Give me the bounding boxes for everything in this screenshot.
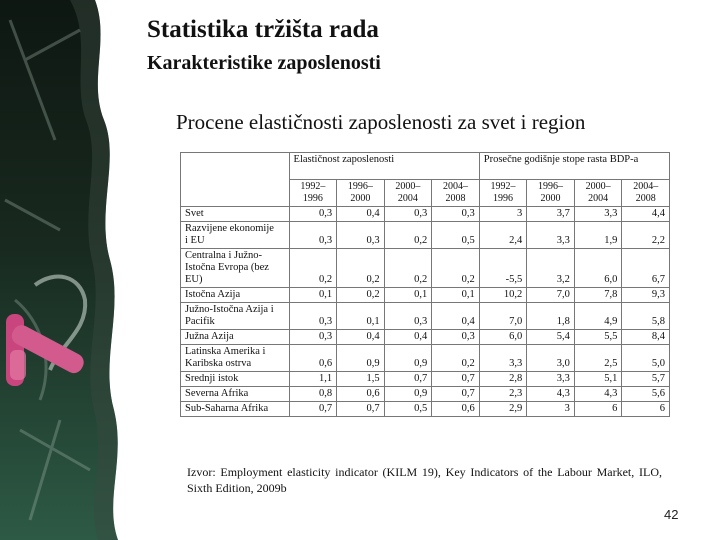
table-cell: 2,3 bbox=[479, 387, 527, 402]
region-label-line: Pacifik bbox=[185, 316, 215, 327]
table-cell: 1,5 bbox=[337, 372, 385, 387]
table-cell: 7,0 bbox=[527, 288, 575, 303]
table-cell: 2,4 bbox=[479, 222, 527, 249]
table-cell: 0,3 bbox=[289, 222, 337, 249]
table-cell: -5,5 bbox=[479, 249, 527, 288]
table-cell: 6,0 bbox=[574, 249, 622, 288]
region-label-line: Latinska Amerika i bbox=[185, 346, 266, 357]
table-group-header: Elastičnost zaposlenosti bbox=[289, 153, 479, 180]
region-label-line: Razvijene ekonomije bbox=[185, 223, 274, 234]
table-period-header bbox=[289, 180, 337, 207]
table-cell: 3,3 bbox=[479, 345, 527, 372]
region-label-line: Severna Afrika bbox=[185, 388, 249, 399]
table-cell: 0,6 bbox=[289, 345, 337, 372]
page-number: 42 bbox=[664, 507, 679, 522]
period-end: 2000 bbox=[540, 193, 561, 204]
table-cell: 5,6 bbox=[622, 387, 670, 402]
period-start: 1996– bbox=[347, 181, 373, 192]
table-cell: 0,9 bbox=[384, 345, 432, 372]
period-end: 1996 bbox=[302, 193, 323, 204]
table-cell: 2,5 bbox=[574, 345, 622, 372]
table-cell: 8,4 bbox=[622, 330, 670, 345]
region-label-line: Južno-Istočna Azija i bbox=[185, 304, 274, 315]
table-cell: 0,9 bbox=[337, 345, 385, 372]
elasticity-table bbox=[180, 152, 670, 417]
table-cell: 0,6 bbox=[432, 402, 480, 417]
table-period-header bbox=[479, 180, 527, 207]
table-row bbox=[181, 288, 670, 303]
table-cell: 7,0 bbox=[479, 303, 527, 330]
table-cell: 2,2 bbox=[622, 222, 670, 249]
table-cell: 0,1 bbox=[289, 288, 337, 303]
table-cell: 0,2 bbox=[384, 249, 432, 288]
region-label bbox=[181, 345, 290, 372]
table-cell: 0,4 bbox=[384, 330, 432, 345]
region-label-line: Sub-Saharna Afrika bbox=[185, 403, 269, 414]
region-label bbox=[181, 372, 290, 387]
region-label-line: Karibska ostrva bbox=[185, 358, 252, 369]
table-cell: 6,7 bbox=[622, 249, 670, 288]
region-label-line: i EU bbox=[185, 235, 205, 246]
table-cell: 4,4 bbox=[622, 207, 670, 222]
table-period-header bbox=[622, 180, 670, 207]
table-row bbox=[181, 330, 670, 345]
table-cell: 0,2 bbox=[337, 249, 385, 288]
table-cell: 2,8 bbox=[479, 372, 527, 387]
table-cell: 2,9 bbox=[479, 402, 527, 417]
table-period-header bbox=[337, 180, 385, 207]
table-cell: 0,8 bbox=[289, 387, 337, 402]
table-row bbox=[181, 387, 670, 402]
table-cell: 0,3 bbox=[289, 330, 337, 345]
table-cell: 5,7 bbox=[622, 372, 670, 387]
period-start: 2004– bbox=[633, 181, 659, 192]
slide-subtitle: Karakteristike zaposlenosti bbox=[147, 52, 381, 74]
table-cell: 0,5 bbox=[384, 402, 432, 417]
table-group-header-row bbox=[181, 153, 670, 180]
table-cell: 0,2 bbox=[337, 288, 385, 303]
region-label bbox=[181, 303, 290, 330]
table-period-header bbox=[527, 180, 575, 207]
table-cell: 0,7 bbox=[289, 402, 337, 417]
table-cell: 0,3 bbox=[432, 207, 480, 222]
table-cell: 5,8 bbox=[622, 303, 670, 330]
table-cell: 0,1 bbox=[432, 288, 480, 303]
region-label bbox=[181, 288, 290, 303]
period-end: 2008 bbox=[635, 193, 656, 204]
table-cell: 0,2 bbox=[384, 222, 432, 249]
table-period-header bbox=[384, 180, 432, 207]
table-cell: 0,7 bbox=[432, 387, 480, 402]
table-cell: 0,2 bbox=[289, 249, 337, 288]
table-cell: 5,4 bbox=[527, 330, 575, 345]
period-start: 1996– bbox=[538, 181, 564, 192]
table-cell: 3,2 bbox=[527, 249, 575, 288]
section-heading: Procene elastičnosti zaposlenosti za svet i region bbox=[176, 110, 586, 134]
table-cell: 0,4 bbox=[337, 330, 385, 345]
period-end: 1996 bbox=[493, 193, 513, 204]
table-cell: 6,0 bbox=[479, 330, 527, 345]
period-end: 2000 bbox=[350, 193, 371, 204]
region-label-line: Srednji istok bbox=[185, 373, 239, 384]
table-cell: 0,9 bbox=[384, 387, 432, 402]
table-cell: 0,4 bbox=[337, 207, 385, 222]
table-cell: 3,3 bbox=[527, 222, 575, 249]
table-cell: 4,3 bbox=[574, 387, 622, 402]
period-end: 2008 bbox=[445, 193, 466, 204]
table-cell: 1,8 bbox=[527, 303, 575, 330]
region-label-line: Južna Azija bbox=[185, 331, 234, 342]
slide-title: Statistika tržišta rada bbox=[147, 16, 379, 43]
table-cell: 3,3 bbox=[527, 372, 575, 387]
region-label-line: Istočna Evropa (bez bbox=[185, 262, 269, 273]
table-cell: 4,3 bbox=[527, 387, 575, 402]
region-label bbox=[181, 402, 290, 417]
chalkboard-decoration bbox=[0, 0, 130, 540]
table-cell: 0,1 bbox=[337, 303, 385, 330]
table-cell: 7,8 bbox=[574, 288, 622, 303]
period-start: 2004– bbox=[442, 181, 468, 192]
table-cell: 0,3 bbox=[337, 222, 385, 249]
table-cell: 9,3 bbox=[622, 288, 670, 303]
table-cell: 4,9 bbox=[574, 303, 622, 330]
period-start: 2000– bbox=[585, 181, 611, 192]
table-row bbox=[181, 303, 670, 330]
region-label bbox=[181, 330, 290, 345]
period-end: 2004 bbox=[397, 193, 418, 204]
table-cell: 0,2 bbox=[432, 345, 480, 372]
table-cell: 3 bbox=[479, 207, 527, 222]
table-cell: 3 bbox=[527, 402, 575, 417]
table-row bbox=[181, 249, 670, 288]
table-cell: 0,7 bbox=[337, 402, 385, 417]
table-row bbox=[181, 372, 670, 387]
region-label bbox=[181, 207, 290, 222]
table-cell: 0,2 bbox=[432, 249, 480, 288]
period-start: 2000– bbox=[395, 181, 421, 192]
table-cell: 10,2 bbox=[479, 288, 527, 303]
table-cell: 0,3 bbox=[432, 330, 480, 345]
period-start: 1992– bbox=[490, 181, 516, 192]
table-cell: 0,3 bbox=[289, 207, 337, 222]
table-cell: 0,7 bbox=[432, 372, 480, 387]
region-label-line: EU) bbox=[185, 274, 203, 285]
table-cell: 0,3 bbox=[384, 303, 432, 330]
table-cell: 1,1 bbox=[289, 372, 337, 387]
table-corner-cell bbox=[181, 153, 290, 207]
table-group-header: Prosečne godišnje stope rasta BDP-a bbox=[479, 153, 669, 180]
region-label bbox=[181, 249, 290, 288]
region-label bbox=[181, 387, 290, 402]
region-label-line: Svet bbox=[185, 208, 204, 219]
table-cell: 5,1 bbox=[574, 372, 622, 387]
table-period-header bbox=[432, 180, 480, 207]
table-cell: 0,1 bbox=[384, 288, 432, 303]
table-cell: 0,4 bbox=[432, 303, 480, 330]
table-cell: 0,3 bbox=[289, 303, 337, 330]
period-end: 2004 bbox=[588, 193, 609, 204]
table-cell: 3,0 bbox=[527, 345, 575, 372]
table-cell: 6 bbox=[622, 402, 670, 417]
table-cell: 3,3 bbox=[574, 207, 622, 222]
period-start: 1992– bbox=[300, 181, 326, 192]
table-period-header bbox=[574, 180, 622, 207]
table-cell: 0,6 bbox=[337, 387, 385, 402]
table-cell: 1,9 bbox=[574, 222, 622, 249]
region-label-line: Centralna i Južno- bbox=[185, 250, 262, 261]
table-row bbox=[181, 345, 670, 372]
table-cell: 0,5 bbox=[432, 222, 480, 249]
source-note: Izvor: Employment elasticity indicator (KILM 19), Key Indicators of the Labour Market, ILO, Sixth Edition, 2009b bbox=[187, 465, 662, 495]
table-cell: 0,7 bbox=[384, 372, 432, 387]
table-cell: 3,7 bbox=[527, 207, 575, 222]
table-row bbox=[181, 402, 670, 417]
table-cell: 0,3 bbox=[384, 207, 432, 222]
table-row bbox=[181, 222, 670, 249]
region-label-line: Istočna Azija bbox=[185, 289, 241, 300]
table-row bbox=[181, 207, 670, 222]
region-label bbox=[181, 222, 290, 249]
table-cell: 5,5 bbox=[574, 330, 622, 345]
table-cell: 6 bbox=[574, 402, 622, 417]
table-cell: 5,0 bbox=[622, 345, 670, 372]
